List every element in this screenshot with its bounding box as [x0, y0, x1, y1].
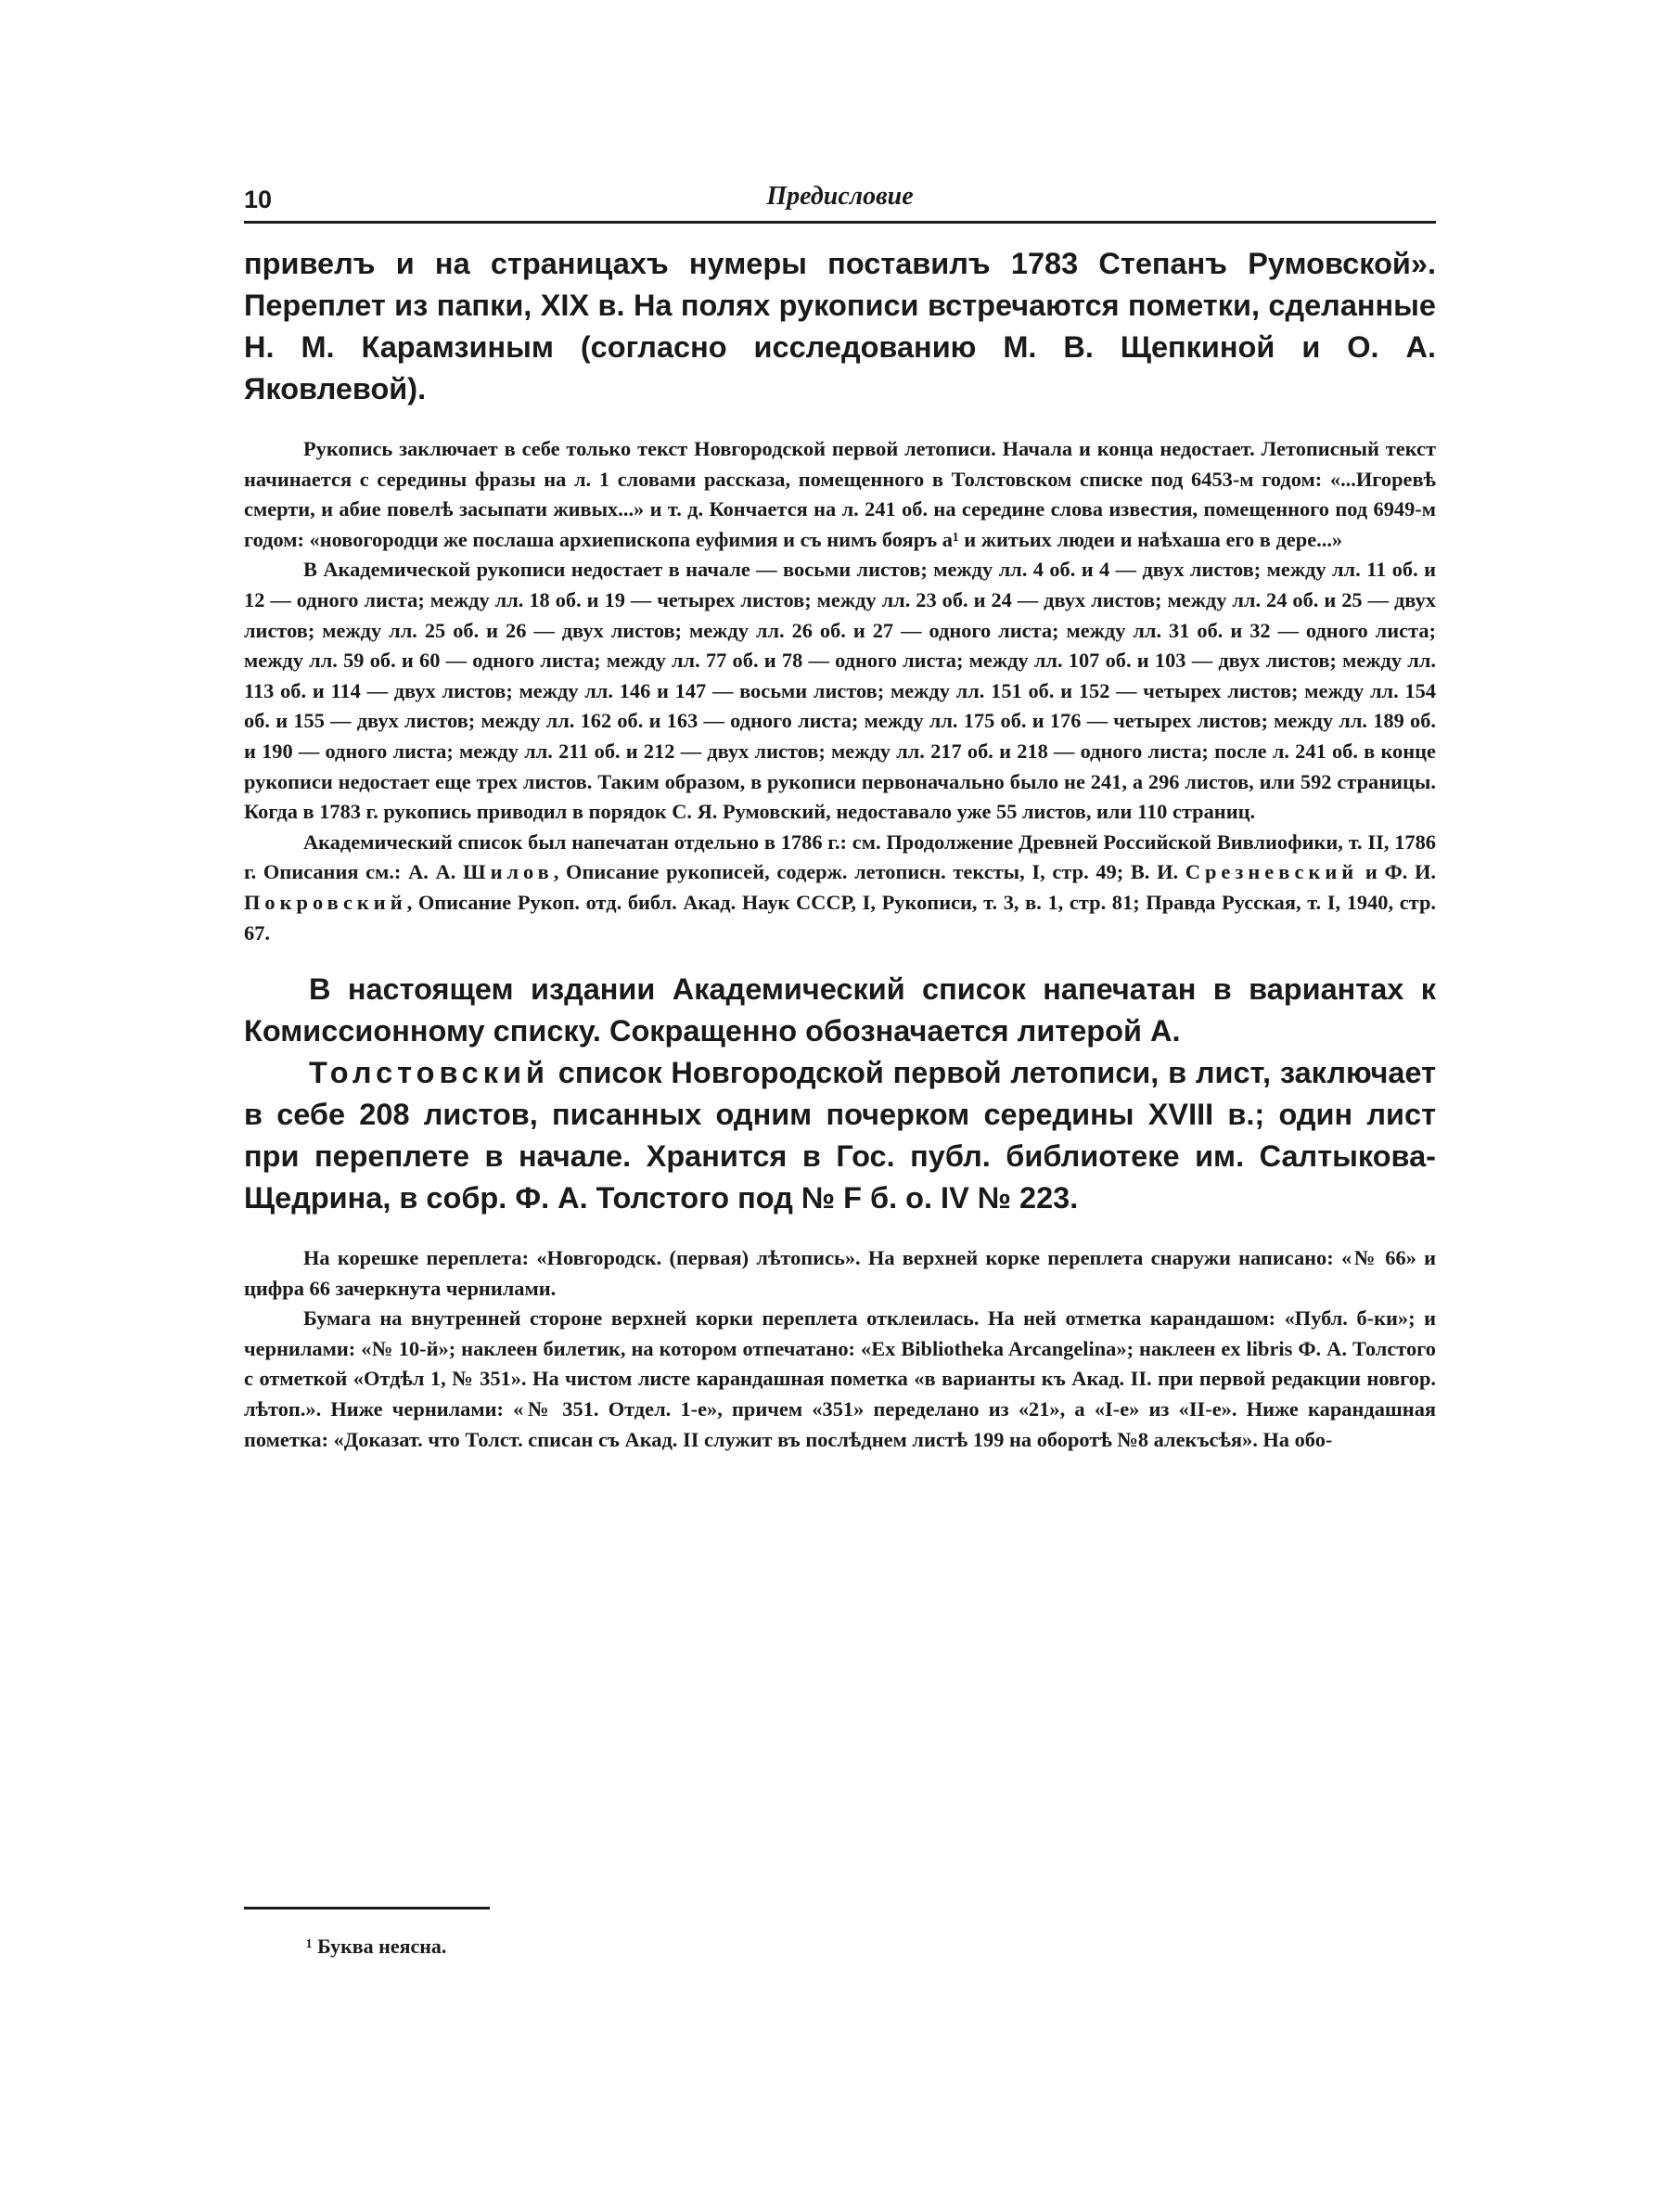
paragraph-3: В Академической рукописи недостает в начале — восьми листов; между лл. 4 об. и 4 — двух листов; между лл. 11 об. и 12 — одного листа; между лл. 18 об. и 19 — четырех листов; между лл. 23 об. и 24 — двух листов; между лл. 24 об. и 25 — двух листов; между лл. 25 об. и 26 — двух листов; между лл. 26 об. и 27 — одного листа; между лл. 31 об. и 32 — одного листа; между лл. 59 об. и 60 — одного листа; между лл. 77 об. и 78 — одного листа; между лл. 107 об. и 103 — двух листов; между лл. 113 об. и 114 — двух листов; между лл. 146 и 147 — восьми листов; между лл. 151 об. и 152 — четырех листов; между лл. 154 об. и 155 — двух листов; между лл. 162 об. и 163 — одного листа; между лл. 175 об. и 176 — четырех листов; между лл. 189 об. и 190 — одного листа; между лл. 211 об. и 212 — двух листов; между лл. 217 об. и 218 — одного листа; после л. 241 об. в конце рукописи недостает еще трех листов. Таким образом, в рукописи первоначально было не 241, а 296 листов, или 592 страницы. Когда в 1783 г. рукопись приводил в порядок С. Я. Румовский, недоставало уже 55 листов, или 110 страниц.: [244, 558, 1436, 824]
author-name-sreznevsky: Срезневский: [1185, 860, 1359, 884]
paragraph-4-text-d: , Описание Рукоп. отд. библ. Акад. Наук СССР, I, Рукописи, т. 3, в. 1, стр. 81; Правда Русская, т. I, 1940, стр. 67.: [244, 890, 1436, 945]
page-number: 10: [244, 186, 273, 213]
footnote-rule: [244, 1907, 490, 1910]
footnote: ¹ Буква неясна.: [306, 1935, 447, 1958]
paragraph-5: В настоящем издании Академический список напечатан в вариантах к Комиссионному списку. Сокращенно обозначается литерой А.: [244, 972, 1436, 1048]
list-name-tolstovsky: Толстовский: [309, 1056, 549, 1090]
page-header: [244, 182, 1436, 225]
paragraph-2: Рукопись заключает в себе только текст Новгородской первой летописи. Начала и конца недостает. Летописный текст начинается с середины фразы на л. 1 словами рассказа, помещенного в Толстовском списке под 6453-м годом: «...Игоревѣ смерти, и абие повелѣ засыпати живых...» и т. д. Кончается на л. 241 об. на середине слова известия, помещенного под 6949-м годом: «новогородци же послаша архиепископа еуфимия и съ нимъ бояръ а¹ и житьих людеи и наѣхаша его в дере...»: [244, 437, 1436, 551]
author-name-pokrovsky: Покровский: [244, 890, 407, 914]
header-rule: [244, 221, 1436, 224]
paragraph-6: [244, 1052, 1436, 1219]
body-text: [244, 243, 1436, 1455]
paragraph-8: Бумага на внутренней стороне верхней корки переплета отклеилась. На ней отметка карандашом: «Публ. б-ки»; и чернилами: «№ 10-й»; наклеен билетик, на котором отпечатано: «Ex Bibliotheka Arcangelina»; наклеен ex libris Ф. А. Толстого с отметкой «Отдѣл 1, № 351». На чистом листе карандашная пометка «в варианты къ Акад. II. при первой редакции новгор. лѣтоп.». Ниже чернилами: «№ 351. Отдел. 1-е», причем «351» переделано из «21», а «I-е» из «II-е». Ниже карандашная пометка: «Доказат. что Толст. списан съ Акад. II служит въ послѣднем листѣ 199 на оборотѣ №8 алекъсѣя». На обо-: [244, 1306, 1436, 1451]
running-title: Предисловие: [766, 182, 914, 211]
paragraph-6-text: список Новгородской первой летописи, в лист, заключает в себе 208 листов, писанных одним почерком середины XVIII в.; один лист при переплете в начале. Хранится в Гос. публ. библиотеке им. Салтыкова-Щедрина, в собр. Ф. А. Толстого под № F б. о. IV № 223.: [244, 1056, 1436, 1215]
paragraph-7: На корешке переплета: «Новгородск. (первая) лѣтопись». На верхней корке переплета снаружи написано: «№ 66» и цифра 66 зачеркнута чернилами.: [244, 1246, 1436, 1300]
paragraph-1: привелъ и на страницахъ нумеры поставилъ 1783 Степанъ Румовской». Переплет из папки, XIX в. На полях рукописи встречаются пометки, сделанные Н. М. Карамзиным (согласно исследованию М. В. Щепкиной и О. А. Яковлевой).: [244, 247, 1436, 405]
paragraph-4-text-b: , Описание рукописей, содерж. летописн. тексты, I, стр. 49; В. И.: [553, 860, 1185, 884]
author-name-shilov: Шилов: [462, 860, 554, 884]
paragraph-4-text-c: и Ф. И.: [1358, 860, 1436, 884]
paragraph-4-text-a: Академический список был напечатан отдельно в 1786 г.: см. Продолжение Древней Российской Вивлиофики, т. II, 1786 г. Описания см.: А. А.: [244, 830, 1436, 884]
paragraph-4: [244, 828, 1436, 948]
